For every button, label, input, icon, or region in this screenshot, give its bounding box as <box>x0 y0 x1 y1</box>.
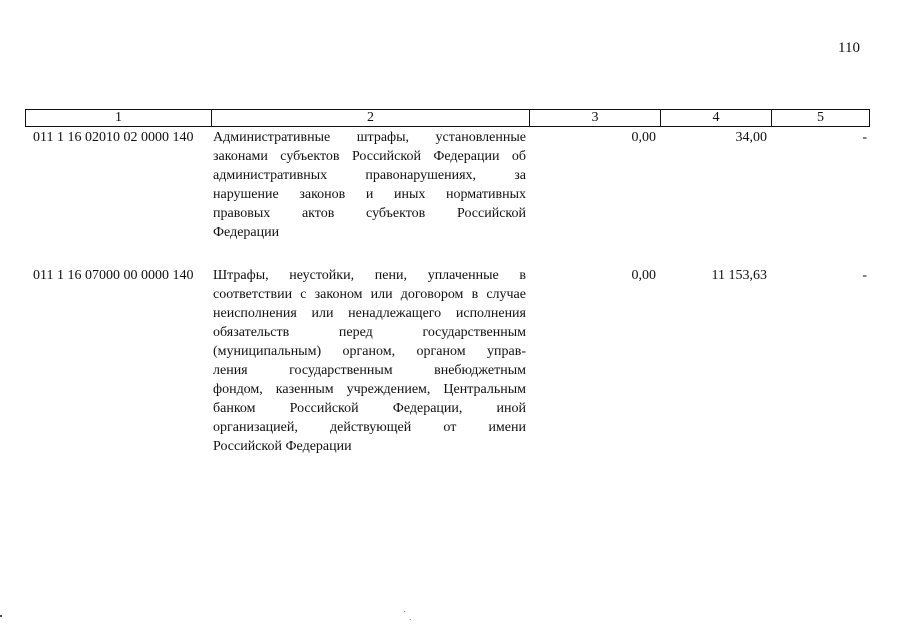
scan-artifact: ˙ ˏ <box>403 610 413 621</box>
page-number: 110 <box>838 40 860 56</box>
description-line: (муниципальным) органом, органом управ- <box>213 344 526 359</box>
row-col-3-value: 0,00 <box>631 268 656 283</box>
description-line: правовых актов субъектов Российской <box>213 206 526 221</box>
header-col-1: 1 <box>26 110 212 126</box>
row-description <box>213 266 526 456</box>
description-line: административных правонарушениях, за <box>213 168 526 183</box>
header-col-4: 4 <box>661 110 772 126</box>
row-col-4-value: 11 153,63 <box>711 268 767 283</box>
row-col-3-value: 0,00 <box>631 130 656 145</box>
row-col-5-value: - <box>862 268 867 283</box>
description-line: Штрафы, неустойки, пени, уплаченные в <box>213 268 526 283</box>
row-col-5-value: - <box>862 130 867 145</box>
row-col-4-value: 34,00 <box>735 130 767 145</box>
description-line: законами субъектов Российской Федерации об <box>213 149 526 164</box>
description-line: обязательств перед государственным <box>213 325 526 340</box>
description-line: банком Российской Федерации, иной <box>213 401 526 416</box>
description-line: Административные штрафы, установленные <box>213 130 526 145</box>
header-col-3: 3 <box>530 110 661 126</box>
description-line: Федерации <box>213 225 280 240</box>
description-line: Российской Федерации <box>213 439 352 454</box>
description-line: ления государственным внебюджетным <box>213 363 526 378</box>
description-line: неисполнения или ненадлежащего исполнения <box>213 306 526 321</box>
header-col-2: 2 <box>212 110 530 126</box>
description-line: нарушение законов и иных нормативных <box>213 187 526 202</box>
description-line: организацией, действующей от имени <box>213 420 526 435</box>
row-description <box>213 128 526 242</box>
description-line: фондом, казенным учреждением, Центральным <box>213 382 526 397</box>
header-col-5: 5 <box>817 110 824 125</box>
table-header-row <box>25 109 870 127</box>
row-code: 011 1 16 07000 00 0000 140 <box>33 268 194 283</box>
description-line: соответствии с законом или договором в случае <box>213 287 526 302</box>
scan-edge-mark <box>0 615 2 617</box>
row-code: 011 1 16 02010 02 0000 140 <box>33 130 194 145</box>
